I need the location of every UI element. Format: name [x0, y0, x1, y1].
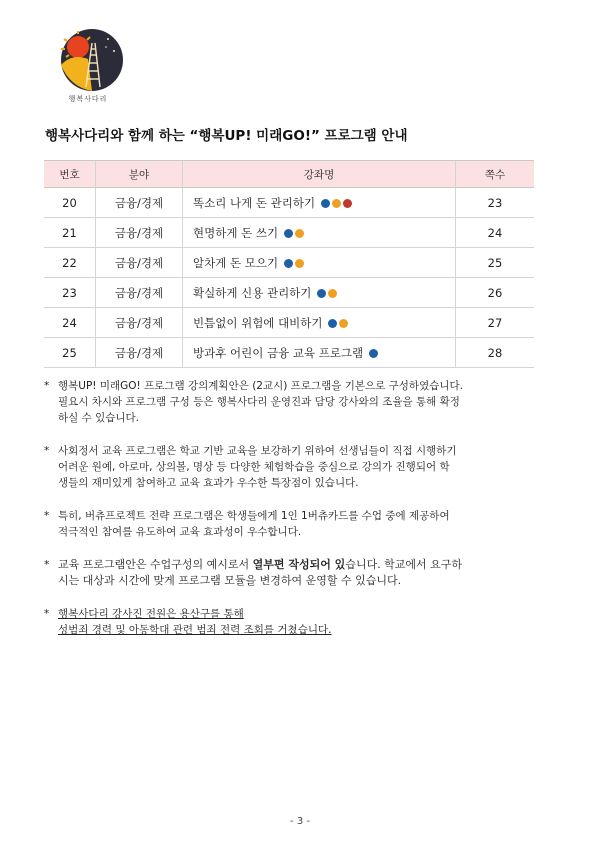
- note-line: 하실 수 있습니다.: [58, 412, 140, 424]
- row-no: 20: [44, 188, 96, 218]
- blue-dot-icon: [328, 319, 337, 328]
- note-3: [44, 508, 554, 540]
- note-line: 성범죄 경력 및 아동학대 관련 범죄 전력 조회를 거쳤습니다.: [58, 624, 332, 636]
- table-row: [44, 278, 534, 308]
- note-line: 행복UP! 미래GO! 프로그램 강의계획안은 (2교시) 프로그램을 기본으로 구성하였습니다.: [58, 380, 463, 392]
- note-2: [44, 443, 554, 491]
- bullet-star: *: [44, 608, 50, 620]
- table-header-row: [44, 161, 534, 188]
- logo: [52, 25, 130, 109]
- bullet-star: *: [44, 510, 50, 522]
- row-name: 빈틈없이 위험에 대비하기: [193, 315, 323, 330]
- note-line: 필요시 차시와 프로그램 구성 등은 행복사다리 운영진과 담당 강사와의 조율을 통해 확정: [58, 396, 460, 408]
- orange-dot-icon: [332, 199, 341, 208]
- row-page: 24: [456, 218, 535, 248]
- row-name-cell: [183, 248, 456, 278]
- note-1: [44, 378, 554, 426]
- note-text: 습니다. 학교에서 요구하: [345, 558, 463, 571]
- program-table: [44, 160, 534, 368]
- orange-dot-icon: [295, 259, 304, 268]
- ladder-sun-icon: [52, 25, 124, 95]
- row-name: 방과후 어린이 금융 교육 프로그램: [193, 345, 364, 360]
- row-name-cell: [183, 188, 456, 218]
- header-page: 쪽수: [456, 161, 535, 188]
- table-row: [44, 248, 534, 278]
- row-page: 28: [456, 338, 535, 368]
- row-name-cell: [183, 218, 456, 248]
- note-line: [58, 557, 554, 573]
- row-page: 26: [456, 278, 535, 308]
- note-emphasis: 열부편 작성되어 있: [252, 558, 346, 571]
- note-line: 행복사다리 강사진 전원은 용산구를 통해: [58, 608, 244, 620]
- row-field: 금융/경제: [96, 188, 183, 218]
- bullet-star: *: [44, 380, 50, 392]
- row-name: 현명하게 돈 쓰기: [193, 225, 279, 240]
- bullet-star: *: [44, 445, 50, 457]
- note-text: 교육 프로그램안은 수업구성의 예시로서: [58, 558, 253, 571]
- row-name-cell: [183, 338, 456, 368]
- row-name-cell: [183, 308, 456, 338]
- row-field: 금융/경제: [96, 248, 183, 278]
- header-name: 강좌명: [183, 161, 456, 188]
- note-line: 적극적인 참여를 유도하여 교육 효과성이 우수합니다.: [58, 526, 302, 538]
- row-name: 확실하게 신용 관리하기: [193, 285, 312, 300]
- note-line: 특히, 버츄프로젝트 전략 프로그램은 학생들에게 1인 1버츄카드를 수업 중에 제공하여: [58, 510, 450, 522]
- blue-dot-icon: [284, 229, 293, 238]
- row-name-cell: [183, 278, 456, 308]
- row-page: 27: [456, 308, 535, 338]
- notes-section: [44, 378, 554, 655]
- row-field: 금융/경제: [96, 278, 183, 308]
- page-title: 행복사다리와 함께 하는 “행복UP! 미래GO!” 프로그램 안내: [45, 128, 408, 144]
- blue-dot-icon: [369, 349, 378, 358]
- row-name: 알차게 돈 모으기: [193, 255, 279, 270]
- note-5: [44, 606, 554, 638]
- row-no: 24: [44, 308, 96, 338]
- row-no: 22: [44, 248, 96, 278]
- blue-dot-icon: [321, 199, 330, 208]
- orange-dot-icon: [295, 229, 304, 238]
- blue-dot-icon: [284, 259, 293, 268]
- note-4: [44, 557, 554, 589]
- row-no: 25: [44, 338, 96, 368]
- orange-dot-icon: [328, 289, 337, 298]
- page-number: - 3 -: [290, 816, 310, 827]
- table-row: [44, 338, 534, 368]
- row-no: 21: [44, 218, 96, 248]
- blue-dot-icon: [317, 289, 326, 298]
- row-field: 금융/경제: [96, 338, 183, 368]
- table-row: [44, 188, 534, 218]
- header-field: 분야: [96, 161, 183, 188]
- note-line: 어려운 원예, 아로마, 상의볼, 명상 등 다양한 체험학습을 중심으로 강의가 진행되어 학: [58, 461, 450, 473]
- table-row: [44, 308, 534, 338]
- note-line: 시는 대상과 시간에 맞게 프로그램 모듈을 변경하여 운영할 수 있습니다.: [58, 574, 402, 587]
- logo-text: 행복사다리: [68, 95, 108, 103]
- row-field: 금융/경제: [96, 308, 183, 338]
- table-row: [44, 218, 534, 248]
- row-page: 25: [456, 248, 535, 278]
- note-line: 사회정서 교육 프로그램은 학교 기반 교육을 보강하기 위하여 선생님들이 직접 시행하기: [58, 445, 457, 457]
- row-page: 23: [456, 188, 535, 218]
- note-line: 생들의 재미있게 참여하고 교육 효과가 우수한 특장점이 있습니다.: [58, 477, 359, 489]
- header-no: 번호: [44, 161, 96, 188]
- orange-dot-icon: [339, 319, 348, 328]
- red-dot-icon: [343, 199, 352, 208]
- row-no: 23: [44, 278, 96, 308]
- row-name: 똑소리 나게 돈 관리하기: [193, 195, 316, 210]
- bullet-star: *: [44, 558, 50, 571]
- row-field: 금융/경제: [96, 218, 183, 248]
